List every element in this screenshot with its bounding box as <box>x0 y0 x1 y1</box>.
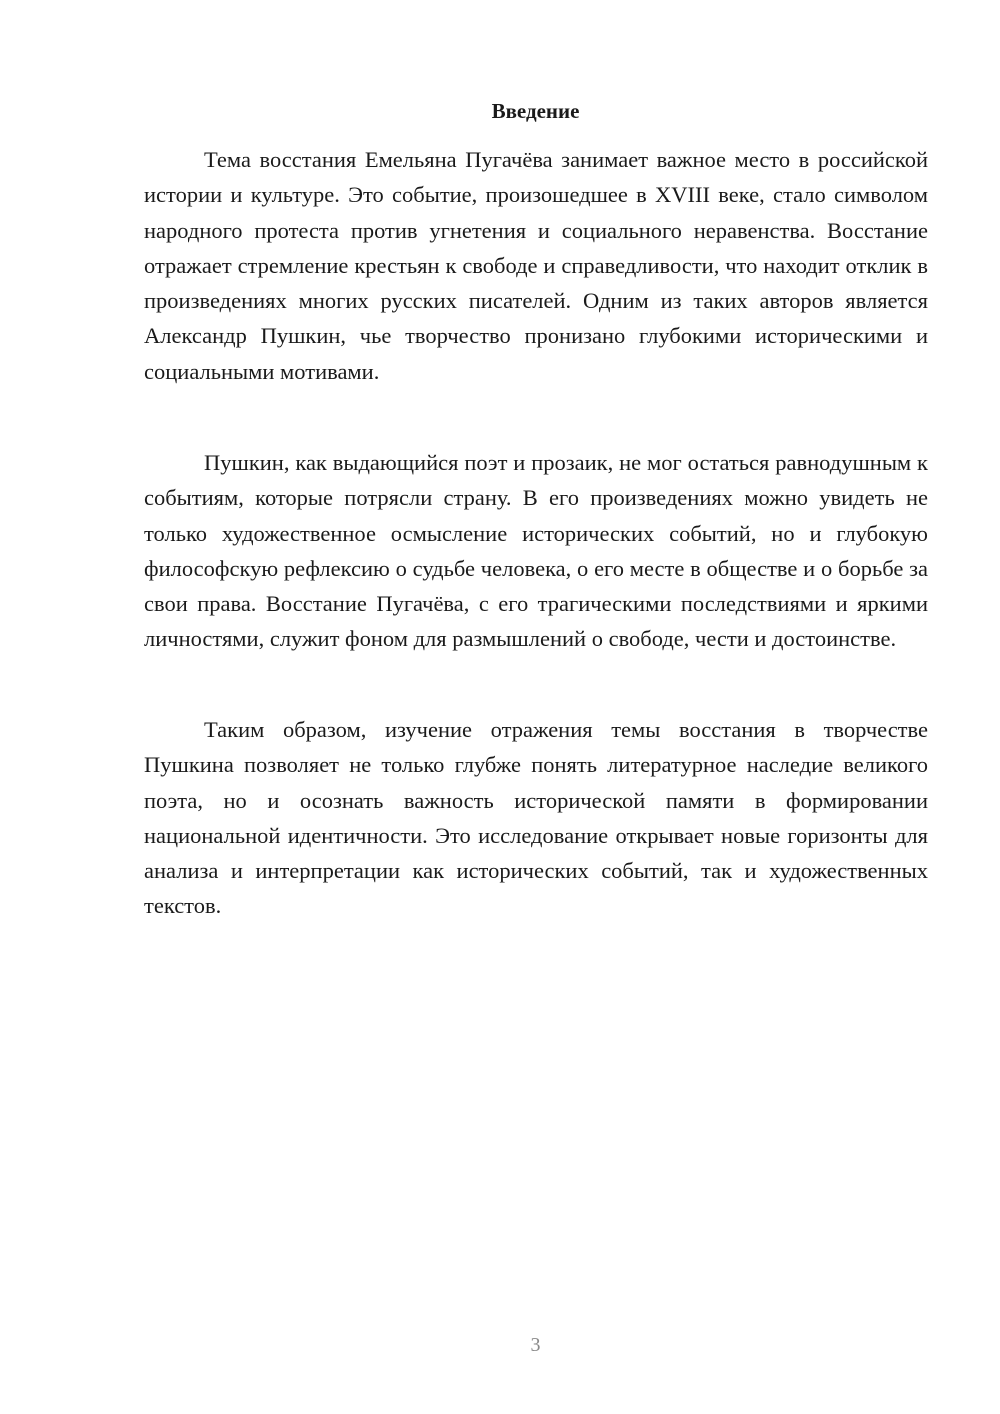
paragraph-3: Таким образом, изучение отражения темы восстания в творчестве Пушкина позволяет не только глубже понять литературное наследие великого поэта, но и осознать важность исторической памяти в формировании национальной идентичности. Это исследование открывает новые горизонты для анализа и интерпретации как исторических событий, так и художественных текстов. <box>144 717 928 919</box>
page-number: 3 <box>530 1334 541 1356</box>
paragraph-2: Пушкин, как выдающийся поэт и прозаик, не мог остаться равнодушным к событиям, которые потрясли страну. В его произведениях можно увидеть не только художественное осмысление исторических событий, но и глубокую философскую рефлексию о судьбе человека, о его месте в обществе и о борьбе за свои права. Восстание Пугачёва, с его трагическими последствиями и яркими личностями, служит фоном для размышлений о свободе, чести и достоинстве. <box>144 450 928 652</box>
section-heading: Введение <box>491 99 580 123</box>
paragraph-1: Тема восстания Емельяна Пугачёва занимает важное место в российской истории и культуре. Это событие, произошедшее в XVIII веке, стало символом народного протеста против угнетения и социального неравенства. Восстание отражает стремление крестьян к свободе и справедливости, что находит отклик в произведениях многих русских писателей. Одним из таких авторов является Александр Пушкин, чье творчество пронизано глубокими историческими и социальными мотивами. <box>144 147 928 384</box>
